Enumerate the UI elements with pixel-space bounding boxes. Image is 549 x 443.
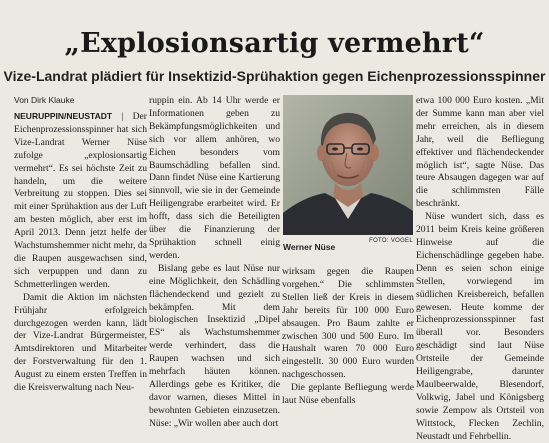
paragraph: etwa 100 000 Euro kosten. „Mit der Summe kann man aber viel mehr erreichen, als in diesem Jahr, weil die Befliegung effektiver und flächendeckender möglich ist“, sagte Nüse. Das teure Absaugen dagegen war auf die schlimmsten Fälle beschränkt. bbox=[416, 95, 544, 210]
article-column-4 bbox=[416, 95, 544, 443]
paragraph bbox=[14, 110, 147, 292]
subheadline: Vize-Landrat plädiert für Insektizid-Sprühaktion gegen Eichenprozessionsspinner bbox=[3, 68, 546, 84]
article-column-2 bbox=[149, 95, 280, 431]
paragraph: Nüse wundert sich, dass es 2011 beim Kreis keine größeren Hinweise auf die Eichenschädlinge gegeben habe. Denn es seien schon einige Stellen, vorwiegend im südlichen Kreisbereich, befallen gewesen. Heute komme der Eichenprozessionsspinner fast überall vor. Besonders geschädigt sind laut Nüse Ortsteile der Gemeinde Heiligengrabe, darunter Maulbeerwalde, Blesendorf, Volkwig, Jabel und Königsberg sowie Zempow als Ortsteil von Wittstock, Flecken Zechlin, Neustadt und Fehrbellin. bbox=[416, 211, 544, 442]
byline: Von Dirk Klauke bbox=[14, 95, 75, 105]
photo-caption bbox=[283, 237, 413, 255]
headline: „Explosionsartig vermehrt“ bbox=[64, 28, 485, 59]
paragraph: Die geplante Befliegung werde laut Nüse ebenfalls bbox=[282, 382, 414, 407]
paragraph: Damit die Aktion im nächsten Frühjahr erfolgreich durchgezogen werden kann, lädt der Vize-Landrat Bürgermeister, Amtsdirektoren und Mitarbeiter der Forstverwaltung für den 1. August zu einem ersten Treffen in die Kreisverwaltung nach Neu- bbox=[14, 291, 147, 394]
dateline: NEURUPPIN/NEUSTADT bbox=[14, 111, 113, 121]
paragraph: wirksam gegen die Raupen vorgehen.“ Die schlimmsten Stellen ließ der Kreis in diesem Jahr bereits für 100 000 Euro absaugen. Pro Baum zahlte er zwischen 300 und 500 Euro. Im Haushalt waren 70 000 Euro eingestellt. 30 000 Euro wurden nachgeschossen. bbox=[282, 266, 414, 381]
photo-credit: FOTO: VOGEL bbox=[369, 238, 413, 244]
paragraph: Bislang gebe es laut Nüse nur eine Möglichkeit, den Schädling flächendeckend und gezielt zu bekämpfen. Mit dem biologischen Insektizid „Dipel ES“ als Wachstumshemmer werde verhindert, dass die Raupen wachsen und sich mehrfach häuten können. Allerdings gebe es Kritiker, die davor warnen, dieses Mittel in bewohnten Gebieten einzusetzen. Nüse: „Wir wollen aber auch dort bbox=[149, 262, 280, 429]
article-column-1 bbox=[14, 110, 147, 395]
portrait-photo bbox=[283, 95, 413, 235]
article-column-3 bbox=[282, 266, 414, 408]
paragraph: ruppin ein. Ab 14 Uhr werde er Informationen geben zu Bekämpfungsmöglichkeiten und sich vor allem anhören, wo Eichen besonders vom Baumschädling befallen sind. Dann findet Nüse eine Kartierung sinnvoll, wie sie in der Gemeinde Heiligengrabe erarbeitet wird. Er hofft, dass sich die Beteiligten über die Finanzierung der Sprühaktion schnell einig werden. bbox=[149, 95, 280, 261]
caption-name: Werner Nüse bbox=[283, 242, 336, 252]
paragraph-text: | Der Eichenprozessionsspinner hat sich Vize-Landrat Werner Nüse zufolge „explosionsartig vermehrt“. Es sei höchste Zeit zu handeln, um die weitere Verbreitung zu stoppen. Dies sei mit einer Sprühaktion aus der Luft am besten möglich, aber erst im April 2013. Denn jetzt helfe der Wachstumshemmer nicht mehr, da die Raupen ausgewachsen sind, sich verpuppen und dann zu Schmetterlingen werden. bbox=[14, 111, 147, 290]
